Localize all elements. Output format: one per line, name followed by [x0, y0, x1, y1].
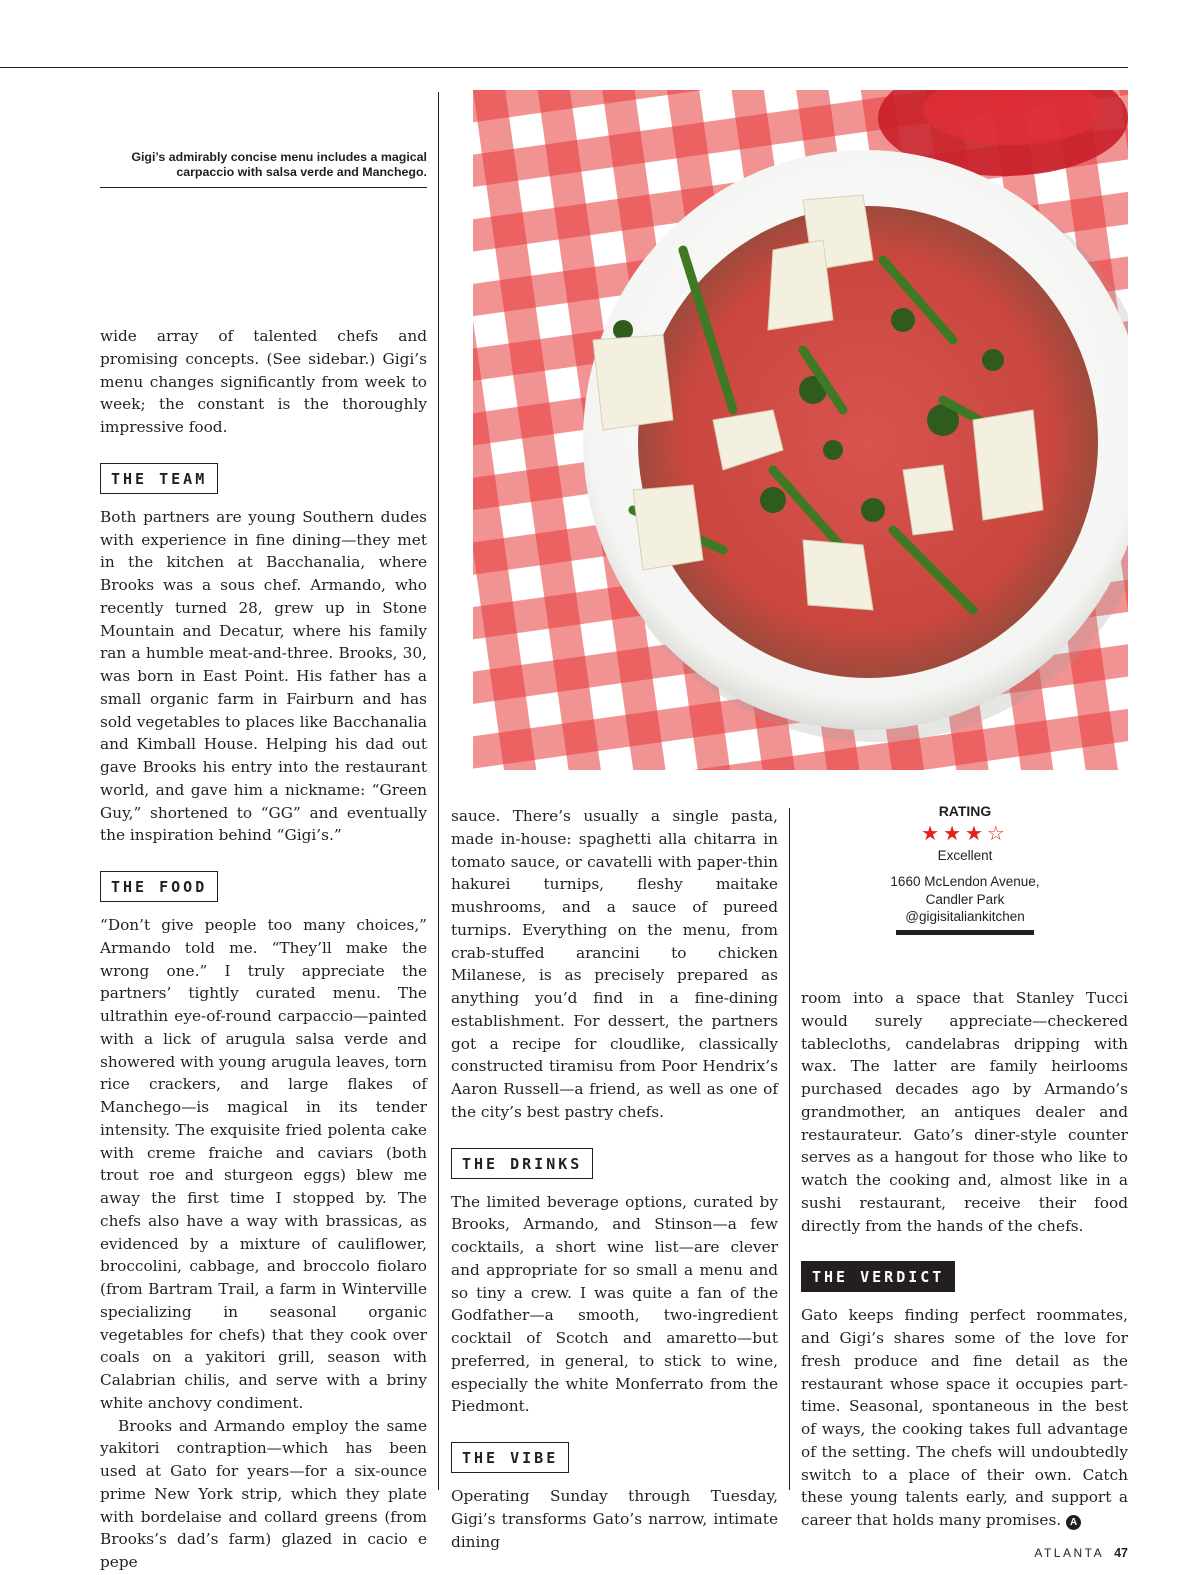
verdict-paragraph — [801, 1304, 1128, 1532]
instagram-handle: @gigisitaliankitchen — [905, 909, 1025, 924]
team-heading: THE TEAM — [100, 463, 218, 494]
intro-paragraph: wide array of talented chefs and promising concepts. (See sidebar.) Gigi’s menu changes significantly from week to week; the constant is the thoroughly impressive food. — [100, 327, 427, 436]
team-paragraph: Both partners are young Southern dudes with experience in fine dining—they met in the kitchen at Bacchanalia, where Brooks was a sous chef. Armando, who recently turned 28, grew up in Stone Mountain and Decatur, where his family ran a humble meat-and-three. Brooks, 30, was born in East Point. His father has a small organic farm in Fairburn and has sold vegetables to places like Bacchanalia and Kimball House. Helping his dad out gave Brooks his entry into the restaurant world, and gave him a nickname: “Green Guy,” shortened to “GG” and eventually the inspiration behind “Gigi’s.” — [100, 507, 427, 845]
address-line-2: Candler Park — [925, 891, 1005, 907]
food-paragraph: “Don’t give people too many choices,” Armando told me. “They’ll make the wrong one.” I truly appreciate the partners’ tightly curated menu. The ultrathin eye-of-round carpaccio—painted with a lick of arugula salsa verde and showered with young arugula leaves, torn rice crackers, and large flakes of Manchego—is magical in its tender intensity. The exquisite fried polenta cake with creme fraiche and caviars (both trout roe and sturgeon eggs) blew me away the first time I stopped by. The chefs also have a way with brassicas, as evidenced by a mixture of cauliflower, broccolini, cabbage, and broccolo fiolaro (from Bartram Trail, a farm in Winterville specializing in seasonal organic vegetables for chefs) that they cook over coals on a yakitori grill, season with Calabrian chilis, and serve with a briny white anchovy condiment. — [100, 916, 427, 1412]
column-2 — [451, 805, 778, 1553]
address-line-1: 1660 McLendon Avenue, — [890, 874, 1040, 889]
vibe-heading: THE VIBE — [451, 1442, 569, 1473]
column-3 — [801, 987, 1128, 1532]
rating-box — [870, 803, 1060, 935]
column-rule-2 — [789, 808, 790, 1490]
food-continued-paragraph: sauce. There’s usually a single pasta, made in-house: spaghetti alla chitarra in tomato sauce, or cavatelli with paper-thin hakurei turnips, fleshy maitake mushrooms, and a sauce of pureed turnips. Everything on the menu, from crab-stuffed arancini to chicken Milanese, is as precisely prepared as anything you’d find in a fine-dining establishment. For dessert, the partners got a recipe for cloudlike, classically constructed tiramisu from Poor Hendrix’s Aaron Russell—a friend, as well as one of the city’s best pastry chefs. — [451, 807, 778, 1121]
rating-underline — [896, 930, 1034, 935]
verdict-heading: THE VERDICT — [801, 1261, 955, 1292]
column-1 — [100, 325, 427, 1574]
end-mark-icon: A — [1066, 1515, 1081, 1530]
photo-caption: Gigi’s admirably concise menu includes a magical carpaccio with salsa verde and Manchego. — [100, 150, 427, 188]
verdict-text: Gato keeps finding perfect roommates, and Gigi’s shares some of the love for fresh produce and fine detail as the restaurant whose space it occupies part-time. Seasonal, spontaneous in the best of ways, the cooking takes full advantage of the setting. The chefs will undoubtedly switch to a place of their own. Catch these young talents early, and support a career that holds many promises. — [801, 1306, 1128, 1529]
vibe-continued-paragraph: room into a space that Stanley Tucci would surely appreciate—checkered tablecloths, candelabras dripping with wax. The latter are family heirlooms purchased decades ago by Armando’s grandmother, an antiques dealer and restaurateur. Gato’s diner-style counter serves as a hangout for those who like to watch the cooking and, almost like in a sushi restaurant, receive their food directly from the hands of the chefs. — [801, 989, 1128, 1235]
page-footer — [1034, 1546, 1128, 1560]
column-rule-1 — [438, 92, 439, 1490]
top-rule — [0, 67, 1128, 68]
page-number: 47 — [1114, 1546, 1128, 1560]
vibe-paragraph: Operating Sunday through Tuesday, Gigi’s transforms Gato’s narrow, intimate dining — [451, 1487, 778, 1551]
food-heading: THE FOOD — [100, 871, 218, 902]
photo-graphic — [473, 90, 1128, 770]
magazine-name: ATLANTA — [1034, 1546, 1105, 1560]
carpaccio-plate-photo — [473, 90, 1128, 770]
rating-verdict: Excellent — [937, 847, 993, 863]
drinks-heading: THE DRINKS — [451, 1148, 593, 1179]
rating-label: RATING — [938, 803, 992, 819]
rating-stars-icon: ★★★☆ — [921, 822, 1009, 845]
food-paragraph-2: Brooks and Armando employ the same yakitori contraption—which has been used at Gato for years—for a six-ounce prime New York strip, which they plate with bordelaise and collard greens (from Brooks’s dad’s farm) glazed in cacio e pepe — [100, 1416, 427, 1571]
drinks-paragraph: The limited beverage options, curated by Brooks, Armando, and Stinson—a few cocktails, a short wine list—are clever and appropriate for so small a menu and so tiny a crew. I was quite a fan of the Godfather—a smooth, two-ingredient cocktail of Scotch and amaretto—but preferred, in general, to stick to wine, especially the white Monferrato from the Piedmont. — [451, 1192, 778, 1416]
